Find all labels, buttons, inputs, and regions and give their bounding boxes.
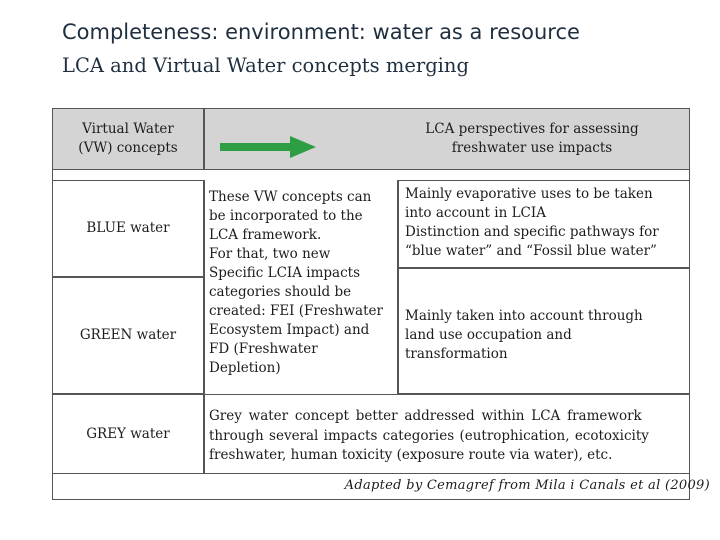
blue-right-line: Mainly evaporative uses to be taken bbox=[405, 186, 653, 202]
slide-subtitle: LCA and Virtual Water concepts merging bbox=[62, 54, 469, 77]
grey-right-line: Grey water concept better addressed within LCA framework bbox=[209, 408, 642, 424]
middle-line: These VW concepts can bbox=[209, 189, 372, 205]
middle-line: Ecosystem Impact) and bbox=[209, 322, 370, 338]
middle-line: be incorporated to the bbox=[209, 208, 363, 224]
header-vw-line1: Virtual Water bbox=[82, 121, 174, 137]
row-label-green bbox=[52, 277, 204, 394]
middle-line: created: FEI (Freshwater bbox=[209, 303, 383, 319]
middle-line: FD (Freshwater bbox=[209, 341, 318, 357]
row-label-blue-text: BLUE water bbox=[86, 220, 170, 236]
grey-water-lca-note bbox=[204, 394, 690, 474]
middle-line: For that, two new bbox=[209, 246, 331, 262]
vw-incorporation-note bbox=[204, 180, 398, 394]
grey-right-line: freshwater, human toxicity (exposure route via water), etc. bbox=[209, 447, 613, 463]
middle-line: categories should be bbox=[209, 284, 352, 300]
blue-water-lca-note bbox=[398, 180, 690, 268]
row-label-green-text: GREEN water bbox=[79, 327, 177, 343]
row-label-grey-text: GREY water bbox=[86, 425, 170, 442]
slide-title: Completeness: environment: water as a resource bbox=[62, 20, 580, 44]
header-vw-line2: (VW) concepts bbox=[78, 140, 178, 156]
middle-line: LCA framework. bbox=[209, 227, 322, 243]
middle-line: Depletion) bbox=[209, 360, 281, 376]
green-right-line: land use occupation and bbox=[405, 327, 572, 343]
blue-right-line: “blue water” and “Fossil blue water” bbox=[405, 243, 657, 259]
green-right-line: transformation bbox=[405, 346, 508, 362]
header-lca-line1: LCA perspectives for assessing bbox=[425, 121, 639, 137]
green-water-lca-note bbox=[398, 268, 690, 394]
right-arrow-icon bbox=[220, 136, 316, 158]
green-right-line: Mainly taken into account through bbox=[405, 308, 643, 324]
blue-right-line: into account in LCIA bbox=[405, 205, 546, 221]
row-label-blue bbox=[52, 180, 204, 277]
grey-right-line: through several impacts categories (eutrophication, ecotoxicity bbox=[209, 427, 649, 444]
blue-right-line: Distinction and specific pathways for bbox=[405, 224, 659, 240]
header-vw-concepts bbox=[52, 108, 204, 170]
header-lca-line2: freshwater use impacts bbox=[451, 140, 613, 156]
row-label-grey bbox=[52, 394, 204, 474]
source-attribution: Adapted by Cemagref from Mila i Canals et al (2009) bbox=[344, 478, 710, 493]
middle-line: Specific LCIA impacts bbox=[209, 265, 361, 281]
